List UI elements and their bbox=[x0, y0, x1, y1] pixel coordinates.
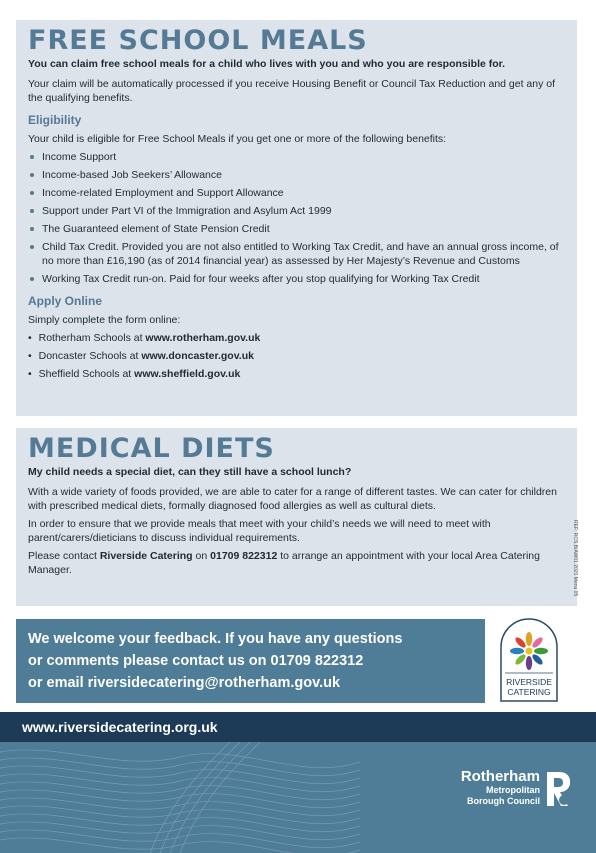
contact-pre: Please contact bbox=[28, 550, 97, 562]
benefit-item: Income-based Job Seekers’ Allowance bbox=[42, 168, 565, 182]
site-label: Sheffield Schools at bbox=[38, 368, 132, 380]
benefits-list bbox=[28, 150, 565, 286]
reference-code: REF: RCS.B/AW01 2021 Menu 05 bbox=[572, 520, 578, 597]
site-link[interactable]: www.doncaster.gov.uk bbox=[141, 350, 254, 362]
site-label: Rotherham Schools at bbox=[38, 332, 143, 344]
feedback-line: or email riversidecatering@rotherham.gov.uk bbox=[28, 675, 341, 691]
council-name-line1: Rotherham bbox=[460, 768, 540, 785]
site-link[interactable]: www.rotherham.gov.uk bbox=[145, 332, 261, 344]
footer-url-link[interactable]: www.riversidecatering.org.uk bbox=[22, 719, 218, 735]
benefit-item: Income Support bbox=[42, 150, 565, 164]
feedback-line: We welcome your feedback. If you have any questions bbox=[28, 631, 403, 647]
eligibility-heading: Eligibility bbox=[28, 113, 82, 127]
contact-name: Riverside Catering bbox=[99, 550, 193, 562]
rotherham-council-logo-text bbox=[452, 768, 540, 807]
council-name-line2: Metropolitan bbox=[486, 785, 540, 795]
md-title: MEDICAL DIETS bbox=[28, 433, 275, 464]
site-label: Doncaster Schools at bbox=[38, 350, 139, 362]
site-item bbox=[28, 367, 565, 381]
feedback-box bbox=[16, 619, 485, 703]
md-contact bbox=[28, 549, 565, 577]
contact-phone: 01709 822312 bbox=[210, 550, 278, 562]
benefit-item: The Guaranteed element of State Pension Credit bbox=[42, 222, 565, 236]
feedback-line: or comments please contact us on 01709 822312 bbox=[28, 653, 364, 669]
rotherham-r-logo-icon bbox=[544, 770, 572, 808]
sites-list bbox=[28, 331, 565, 381]
riverside-logo-line2: CATERING bbox=[507, 687, 551, 697]
footer-bar bbox=[0, 712, 596, 742]
riverside-logo-line1: RIVERSIDE bbox=[506, 677, 552, 687]
medical-diets-panel bbox=[16, 428, 577, 606]
benefit-item: Child Tax Credit. Provided you are not also entitled to Working Tax Credit, and have an annual gross income, of no more than £16,190 (as of 2014 financial year) as assessed by Her Majesty’s Revenue and Customs bbox=[42, 240, 565, 268]
eligibility-intro: Your child is eligible for Free School Meals if you get one or more of the following benefits: bbox=[28, 133, 447, 145]
benefit-item: Working Tax Credit run-on. Paid for four weeks after you stop qualifying for Working Tax Credit bbox=[42, 272, 565, 286]
benefit-item: Income-related Employment and Support Allowance bbox=[42, 186, 565, 200]
site-item bbox=[28, 331, 565, 345]
council-name-line3: Borough Council bbox=[467, 796, 540, 806]
riverside-catering-logo bbox=[499, 617, 559, 703]
md-para1: With a wide variety of foods provided, we are able to cater for a range of different tastes. We can cater for children with prescribed medical diets, formally diagnosed food allergies as well as cultural diets. bbox=[28, 486, 557, 512]
contact-post: to arrange an appointment with your local Area Catering Manager. bbox=[28, 550, 540, 576]
benefit-item: Support under Part VI of the Immigration and Asylum Act 1999 bbox=[42, 204, 565, 218]
free-school-meals-panel bbox=[16, 20, 577, 416]
md-lead: My child needs a special diet, can they still have a school lunch? bbox=[28, 466, 352, 478]
apply-heading: Apply Online bbox=[28, 294, 103, 308]
site-item bbox=[28, 349, 565, 363]
apply-intro: Simply complete the form online: bbox=[28, 314, 181, 326]
fsm-title: FREE SCHOOL MEALS bbox=[28, 25, 368, 56]
site-link[interactable]: www.sheffield.gov.uk bbox=[134, 368, 241, 380]
fsm-intro: Your claim will be automatically processed if you receive Housing Benefit or Council Tax Reduction and get any of the qualifying benefits. bbox=[28, 78, 556, 104]
fsm-lead: You can claim free school meals for a child who lives with you and who you are responsible for. bbox=[28, 58, 506, 70]
md-para2: In order to ensure that we provide meals that meet with your child’s needs we will need to meet with parent/carers/dieticians to discuss individual requirements. bbox=[28, 518, 491, 544]
contact-on: on bbox=[195, 550, 208, 562]
